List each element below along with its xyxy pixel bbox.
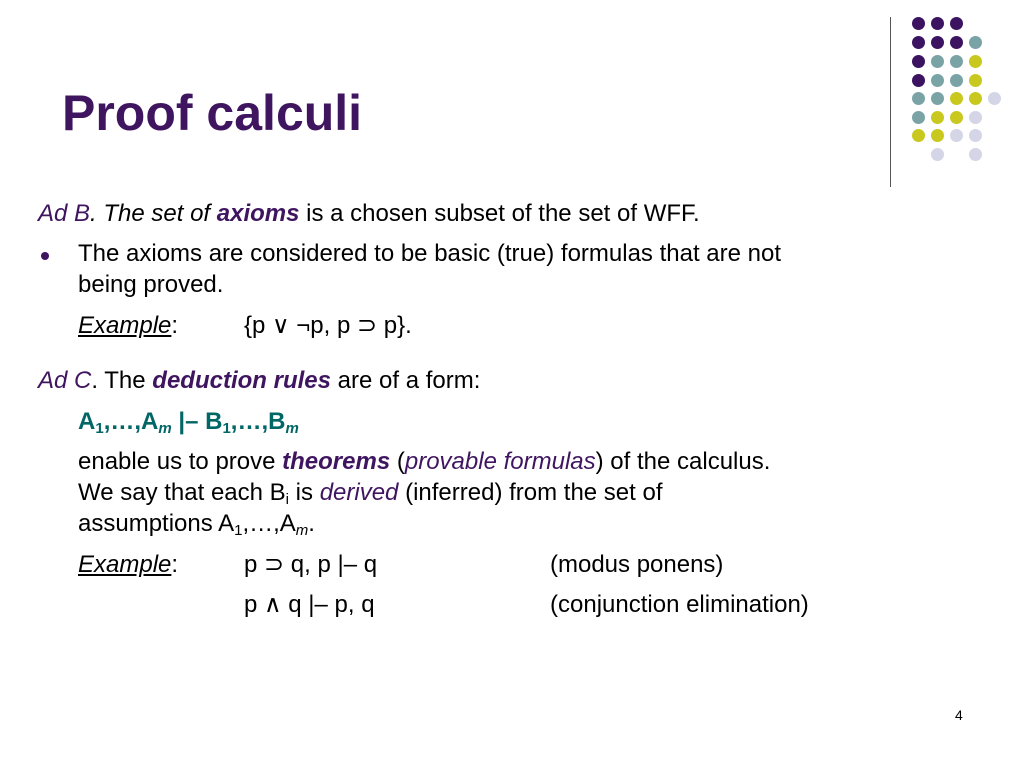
decor-dot — [931, 74, 944, 87]
formula-sub: 1 — [95, 420, 104, 437]
example-1-label — [78, 313, 178, 339]
section-b-set-of: The set of — [96, 200, 217, 227]
decor-dot — [931, 129, 944, 142]
decor-dot — [931, 36, 944, 49]
decor-dot — [950, 17, 963, 30]
derived-line — [78, 480, 663, 506]
decor-dot — [969, 111, 982, 124]
theorems-open: ( — [390, 448, 405, 475]
decor-dot — [912, 36, 925, 49]
example-2-label — [78, 552, 178, 578]
section-c-the: The — [98, 367, 153, 394]
theorems-rest: of the calculus. — [603, 448, 771, 475]
rule-formula — [78, 409, 299, 435]
decor-dot — [969, 129, 982, 142]
decor-dot — [931, 111, 944, 124]
decor-dot — [950, 36, 963, 49]
decor-dot — [931, 55, 944, 68]
theorems-term: theorems — [282, 448, 391, 475]
example-2-name-2: (conjunction elimination) — [550, 591, 809, 618]
assumptions-end: . — [308, 510, 315, 537]
decor-dot — [931, 17, 944, 30]
theorems-pre: enable us to prove — [78, 448, 283, 475]
example-2-word: Example — [78, 551, 172, 578]
assumptions-sub: 1 — [234, 522, 243, 539]
assumptions-mid: ,…,A — [242, 510, 296, 537]
example-1-word: Example — [78, 312, 172, 339]
page-number: 4 — [955, 707, 963, 723]
example-2-colon: : — [171, 551, 179, 578]
slide-title: Proof calculi — [62, 85, 363, 141]
decor-dot — [988, 92, 1001, 105]
section-b-rest: is a chosen subset of the set of WFF. — [299, 200, 700, 227]
decor-dot — [969, 148, 982, 161]
decor-dot — [931, 148, 944, 161]
bullet-line-2: being proved. — [78, 271, 224, 298]
derived-rest: (inferred) from the set of — [398, 479, 663, 506]
decor-dot — [912, 111, 925, 124]
example-2-rule-2: p ∧ q |– p, q — [244, 591, 375, 618]
decorative-dot-grid — [0, 0, 1024, 200]
formula-sub: m — [158, 420, 172, 437]
axioms-term: axioms — [216, 200, 300, 227]
formula-part: |– B — [171, 408, 223, 435]
derived-term: derived — [319, 479, 399, 506]
decor-dot — [950, 129, 963, 142]
decor-dot — [912, 129, 925, 142]
section-c-dot: . — [91, 367, 99, 394]
decor-dot — [969, 74, 982, 87]
section-c-prefix: Ad C — [38, 367, 92, 394]
decor-dot — [969, 36, 982, 49]
section-b-line — [38, 201, 700, 227]
derived-pre: We say that each B — [78, 479, 286, 506]
section-c-rest: are of a form: — [330, 367, 481, 394]
decor-dot — [969, 55, 982, 68]
derived-is: is — [289, 479, 320, 506]
bullet-line-1: The axioms are considered to be basic (true) formulas that are not — [78, 240, 782, 267]
decor-dot — [950, 55, 963, 68]
section-b-dot: . — [90, 200, 97, 227]
derived-sub: i — [285, 491, 290, 508]
example-1-value: {p ∨ ¬p, p ⊃ p}. — [244, 312, 412, 339]
example-2-name-1: (modus ponens) — [550, 551, 724, 578]
decor-dot — [950, 74, 963, 87]
decor-dot — [912, 55, 925, 68]
formula-part: ,…,A — [103, 408, 159, 435]
formula-part: A — [78, 408, 96, 435]
decor-dot — [931, 92, 944, 105]
deduction-rules-term: deduction rules — [152, 367, 331, 394]
theorems-close: ) — [595, 448, 604, 475]
assumptions-line — [78, 511, 315, 537]
decor-dot — [912, 92, 925, 105]
assumptions-sub: m — [295, 522, 309, 539]
section-b-prefix: Ad B — [38, 200, 91, 227]
formula-sub: 1 — [222, 420, 231, 437]
example-2-rule-1: p ⊃ q, p |– q — [244, 551, 378, 578]
decor-dot — [969, 92, 982, 105]
formula-part: ,…,B — [230, 408, 286, 435]
section-c-line — [38, 368, 480, 394]
decor-dot — [950, 92, 963, 105]
bullet-marker — [41, 252, 49, 260]
assumptions-pre: assumptions A — [78, 510, 235, 537]
example-1-colon: : — [171, 312, 179, 339]
theorems-line — [78, 449, 770, 475]
provable-formulas-term: provable formulas — [404, 448, 596, 475]
decor-dot — [950, 111, 963, 124]
decor-dot — [912, 17, 925, 30]
formula-sub: m — [285, 420, 299, 437]
decor-dot — [912, 74, 925, 87]
